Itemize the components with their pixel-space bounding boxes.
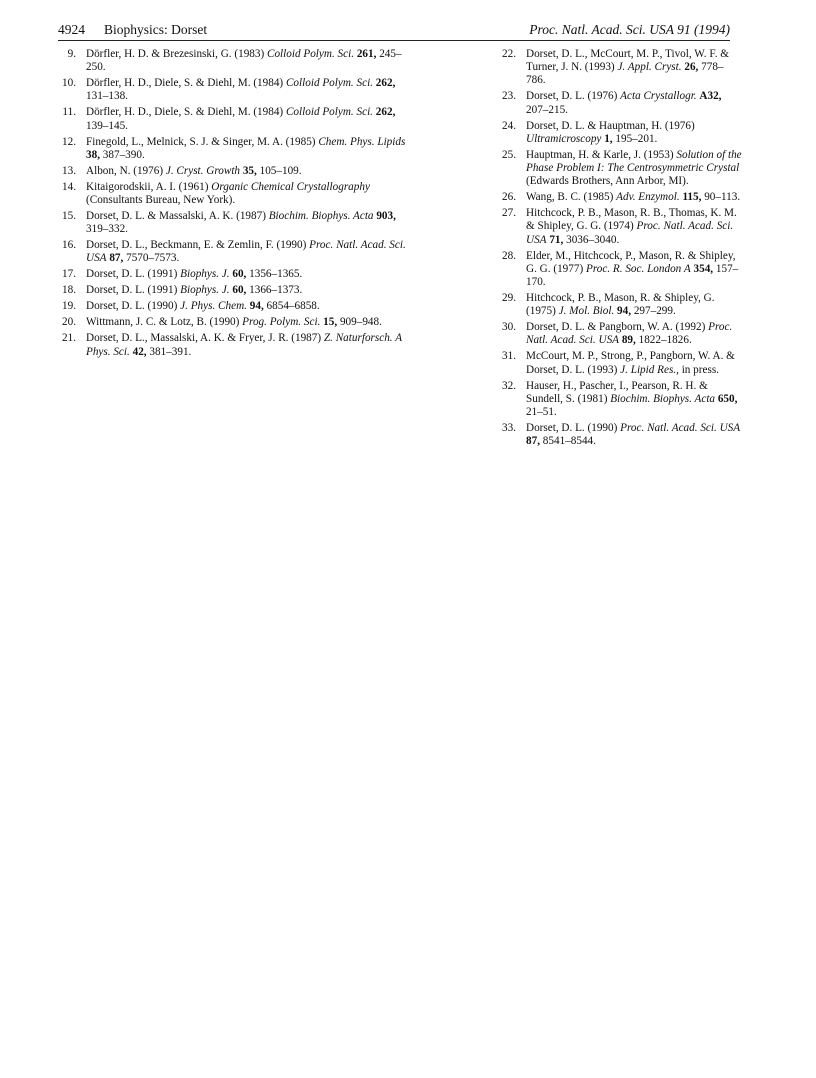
reference-source: Prog. Polym. Sci. — [242, 316, 321, 329]
section-title: Biophysics: Dorset — [104, 22, 208, 37]
reference-pages: 131–138. — [86, 90, 128, 103]
reference-pages: 21–51. — [526, 406, 557, 419]
reference-source: Solution of the Phase Problem I: The Centrosymmetric Crystal — [526, 148, 742, 175]
reference-source: Proc. Natl. Acad. Sci. USA — [526, 220, 734, 246]
reference-volume: 1, — [604, 132, 613, 145]
reference-authors-year: Albon, N. (1976) — [86, 164, 166, 177]
reference-text — [526, 422, 742, 448]
reference-volume: 89, — [621, 334, 636, 347]
reference-authors-year: Dörfler, H. D., Diele, S. & Diehl, M. (1984) — [86, 77, 286, 90]
reference-authors-year: Hauptman, H. & Karle, J. (1953) — [526, 148, 677, 161]
reference-authors-year: Dorset, D. L. (1991) — [86, 268, 181, 281]
reference-volume: 354, — [693, 262, 714, 275]
reference-volume: 262, — [375, 106, 396, 119]
reference-text — [526, 321, 742, 347]
reference-source: Acta Crystallogr. — [620, 90, 697, 103]
reference-authors-year: Dorset, D. L. (1976) — [526, 90, 621, 103]
reference-source: Colloid Polym. Sci. — [285, 106, 373, 119]
reference-number: 28. — [502, 249, 516, 262]
journal-citation: Proc. Natl. Acad. Sci. USA 91 (1994) — [529, 22, 730, 37]
reference-number: 22. — [502, 48, 516, 60]
reference-source: J. Lipid Res., — [620, 363, 679, 376]
reference-entry — [58, 300, 406, 313]
reference-text — [86, 106, 406, 132]
reference-volume: 60, — [232, 284, 247, 297]
reference-volume: 38, — [86, 148, 100, 161]
reference-source: J. Appl. Cryst. — [617, 61, 682, 74]
reference-number: 19. — [62, 300, 76, 313]
reference-text — [86, 136, 406, 162]
reference-authors-year: Dorset, D. L. & Pangborn, W. A. (1992) — [526, 321, 709, 334]
reference-volume: 87, — [526, 435, 540, 448]
reference-text — [86, 181, 406, 207]
reference-text — [526, 120, 742, 146]
reference-source: Biochim. Biophys. Acta — [268, 210, 374, 223]
reference-entry — [58, 332, 406, 358]
reference-text — [86, 268, 406, 281]
reference-volume: A32, — [699, 90, 722, 103]
reference-text — [526, 191, 742, 204]
reference-entry — [58, 284, 406, 297]
reference-volume: 87, — [109, 252, 124, 265]
reference-number: 31. — [502, 350, 516, 363]
reference-number: 17. — [62, 268, 76, 281]
reference-entry — [498, 321, 742, 347]
reference-entry — [58, 268, 406, 281]
reference-authors-year: Hauser, H., Pascher, I., Pearson, R. H. & Sundell, S. (1981) — [526, 379, 708, 405]
reference-authors-year: Dorset, D. L. & Hauptman, H. (1976) — [526, 119, 695, 132]
reference-entry — [58, 239, 406, 265]
reference-number: 18. — [62, 284, 76, 297]
reference-number: 16. — [62, 239, 76, 252]
reference-authors-year: Dorset, D. L. & Massalski, A. K. (1987) — [86, 210, 269, 223]
reference-volume: 35, — [242, 164, 257, 177]
reference-authors-year: Dorset, D. L. (1990) — [86, 300, 181, 313]
reference-text — [86, 77, 406, 103]
reference-pages: 909–948. — [337, 316, 382, 329]
reference-source: Proc. Natl. Acad. Sci. USA — [620, 422, 741, 435]
reference-entry — [498, 422, 742, 448]
reference-text — [526, 292, 742, 318]
reference-pages: 3036–3040. — [563, 233, 620, 246]
reference-pages: 778–786. — [526, 61, 724, 87]
page-number: 4924 — [58, 22, 85, 37]
reference-entry — [58, 77, 406, 103]
reference-volume: 261, — [356, 48, 377, 60]
reference-number: 29. — [502, 292, 516, 305]
reference-authors-year: Dörfler, H. D. & Brezesinski, G. (1983) — [86, 48, 267, 60]
reference-authors-year: Hitchcock, P. B., Mason, R. B., Thomas, K. M. & Shipley, G. G. (1974) — [526, 207, 737, 233]
reference-entry — [58, 106, 406, 132]
reference-number: 14. — [62, 180, 76, 193]
reference-text — [526, 90, 742, 116]
reference-number: 32. — [502, 379, 516, 392]
reference-entry — [498, 90, 742, 116]
reference-pages: 387–390. — [99, 148, 145, 161]
reference-pages: 105–109. — [256, 164, 302, 177]
reference-text — [526, 380, 742, 420]
reference-source: Proc. Natl. Acad. Sci. USA — [526, 321, 733, 347]
reference-text — [526, 48, 742, 88]
reference-authors-year: Dorset, D. L., Beckmann, E. & Zemlin, F. (1990) — [86, 239, 310, 252]
reference-text — [86, 48, 406, 74]
reference-authors-year: Dorset, D. L. (1990) — [526, 422, 621, 435]
reference-text — [86, 284, 406, 297]
reference-entry — [498, 120, 742, 146]
reference-number: 9. — [67, 48, 76, 60]
reference-number: 10. — [62, 77, 76, 90]
reference-pages: in press. — [678, 363, 719, 376]
reference-pages: 195–201. — [612, 132, 658, 145]
reference-authors-year: Finegold, L., Melnick, S. J. & Singer, M. A. (1985) — [86, 135, 319, 148]
reference-pages: 207–215. — [526, 103, 568, 116]
reference-authors-year: Wittmann, J. C. & Lotz, B. (1990) — [86, 316, 243, 329]
reference-number: 20. — [62, 316, 76, 329]
reference-number: 25. — [502, 148, 516, 161]
reference-source: J. Mol. Biol. — [558, 305, 615, 318]
reference-pages: 1366–1373. — [246, 284, 303, 297]
reference-volume: 903, — [376, 210, 396, 223]
reference-text — [526, 250, 742, 290]
reference-number: 12. — [62, 135, 76, 148]
reference-number: 30. — [502, 321, 516, 334]
reference-source: J. Cryst. Growth — [165, 164, 241, 177]
reference-entry — [58, 181, 406, 207]
reference-pages: (Consultants Bureau, New York). — [86, 194, 236, 207]
reference-volume: 60, — [232, 268, 247, 281]
reference-pages: 1356–1365. — [246, 268, 303, 281]
reference-volume: 650, — [717, 392, 738, 405]
reference-pages: 245–250. — [86, 48, 402, 74]
reference-authors-year: Dorset, D. L. (1991) — [86, 284, 181, 297]
reference-number: 26. — [502, 191, 516, 204]
reference-source: Colloid Polym. Sci. — [267, 48, 355, 60]
reference-text — [86, 165, 406, 178]
reference-authors-year: McCourt, M. P., Strong, P., Pangborn, W. A. & Dorset, D. L. (1993) — [526, 350, 735, 376]
reference-entry — [498, 191, 742, 204]
reference-entry — [498, 350, 742, 376]
reference-volume: 15, — [323, 316, 338, 329]
reference-entry — [498, 380, 742, 420]
reference-pages: (Edwards Brothers, Ann Arbor, MI). — [526, 175, 689, 188]
reference-text — [526, 350, 742, 376]
reference-volume: 26, — [684, 61, 699, 74]
reference-authors-year: Hitchcock, P. B., Mason, R. & Shipley, G. (1975) — [526, 292, 715, 318]
reference-source: Colloid Polym. Sci. — [285, 77, 373, 90]
reference-pages: 139–145. — [86, 119, 128, 132]
reference-entry — [58, 210, 406, 236]
reference-source: Z. Naturforsch. A Phys. Sci. — [86, 332, 402, 358]
reference-volume: 262, — [375, 77, 396, 90]
reference-entry — [58, 48, 406, 74]
page-header — [58, 18, 730, 41]
references-right-column — [498, 48, 742, 451]
reference-entry — [498, 250, 742, 290]
reference-entry — [58, 316, 406, 329]
reference-number: 13. — [62, 164, 76, 177]
reference-source: Chem. Phys. Lipids — [318, 135, 406, 148]
reference-number: 11. — [62, 106, 76, 119]
reference-entry — [498, 292, 742, 318]
reference-entry — [58, 136, 406, 162]
reference-number: 33. — [502, 422, 516, 435]
reference-text — [86, 210, 406, 236]
reference-authors-year: Dorset, D. L., McCourt, M. P., Tivol, W. F. & Turner, J. N. (1993) — [526, 48, 729, 74]
reference-pages: 6854–6858. — [263, 300, 320, 313]
reference-entry — [498, 48, 742, 88]
reference-number: 23. — [502, 90, 516, 103]
reference-pages: 8541–8544. — [539, 435, 596, 448]
reference-volume: 71, — [549, 233, 564, 246]
reference-authors-year: Wang, B. C. (1985) — [526, 191, 617, 204]
reference-source: Biophys. J. — [180, 268, 230, 281]
reference-source: Ultramicroscopy — [526, 132, 602, 145]
reference-authors-year: Elder, M., Hitchcock, P., Mason, R. & Shipley, G. G. (1977) — [526, 249, 736, 275]
reference-number: 21. — [62, 332, 76, 345]
reference-pages: 1822–1826. — [635, 334, 692, 347]
reference-source: Biochim. Biophys. Acta — [610, 392, 716, 405]
reference-source: Proc. Natl. Acad. Sci. USA — [86, 239, 406, 265]
reference-text — [526, 207, 742, 247]
reference-number: 24. — [502, 119, 516, 132]
reference-source: J. Phys. Chem. — [180, 300, 247, 313]
reference-volume: 94, — [249, 300, 264, 313]
reference-entry — [498, 207, 742, 247]
reference-text — [86, 300, 406, 313]
reference-pages: 7570–7573. — [123, 252, 180, 265]
reference-authors-year: Kitaigorodskii, A. I. (1961) — [86, 180, 212, 193]
reference-volume: 94, — [617, 305, 632, 318]
reference-volume: 115, — [682, 191, 702, 204]
reference-source: Adv. Enzymol. — [616, 191, 680, 204]
reference-text — [86, 332, 406, 358]
reference-entry — [498, 149, 742, 189]
reference-text — [86, 316, 406, 329]
reference-number: 15. — [62, 210, 76, 223]
reference-source: Proc. R. Soc. London A — [585, 262, 691, 275]
reference-authors-year: Dörfler, H. D., Diele, S. & Diehl, M. (1984) — [86, 106, 286, 119]
reference-source: Organic Chemical Crystallography — [211, 180, 370, 193]
reference-text — [86, 239, 406, 265]
reference-text — [526, 149, 742, 189]
reference-authors-year: Dorset, D. L., Massalski, A. K. & Fryer, J. R. (1987) — [86, 332, 324, 345]
references-left-column — [58, 48, 406, 362]
reference-number: 27. — [502, 207, 516, 220]
reference-entry — [58, 165, 406, 178]
reference-volume: 42, — [132, 345, 147, 358]
reference-pages: 90–113. — [701, 191, 741, 204]
reference-source: Biophys. J. — [180, 284, 230, 297]
reference-pages: 381–391. — [146, 345, 192, 358]
reference-pages: 319–332. — [86, 223, 128, 236]
reference-pages: 297–299. — [631, 305, 676, 318]
reference-pages: 157–170. — [526, 262, 739, 289]
